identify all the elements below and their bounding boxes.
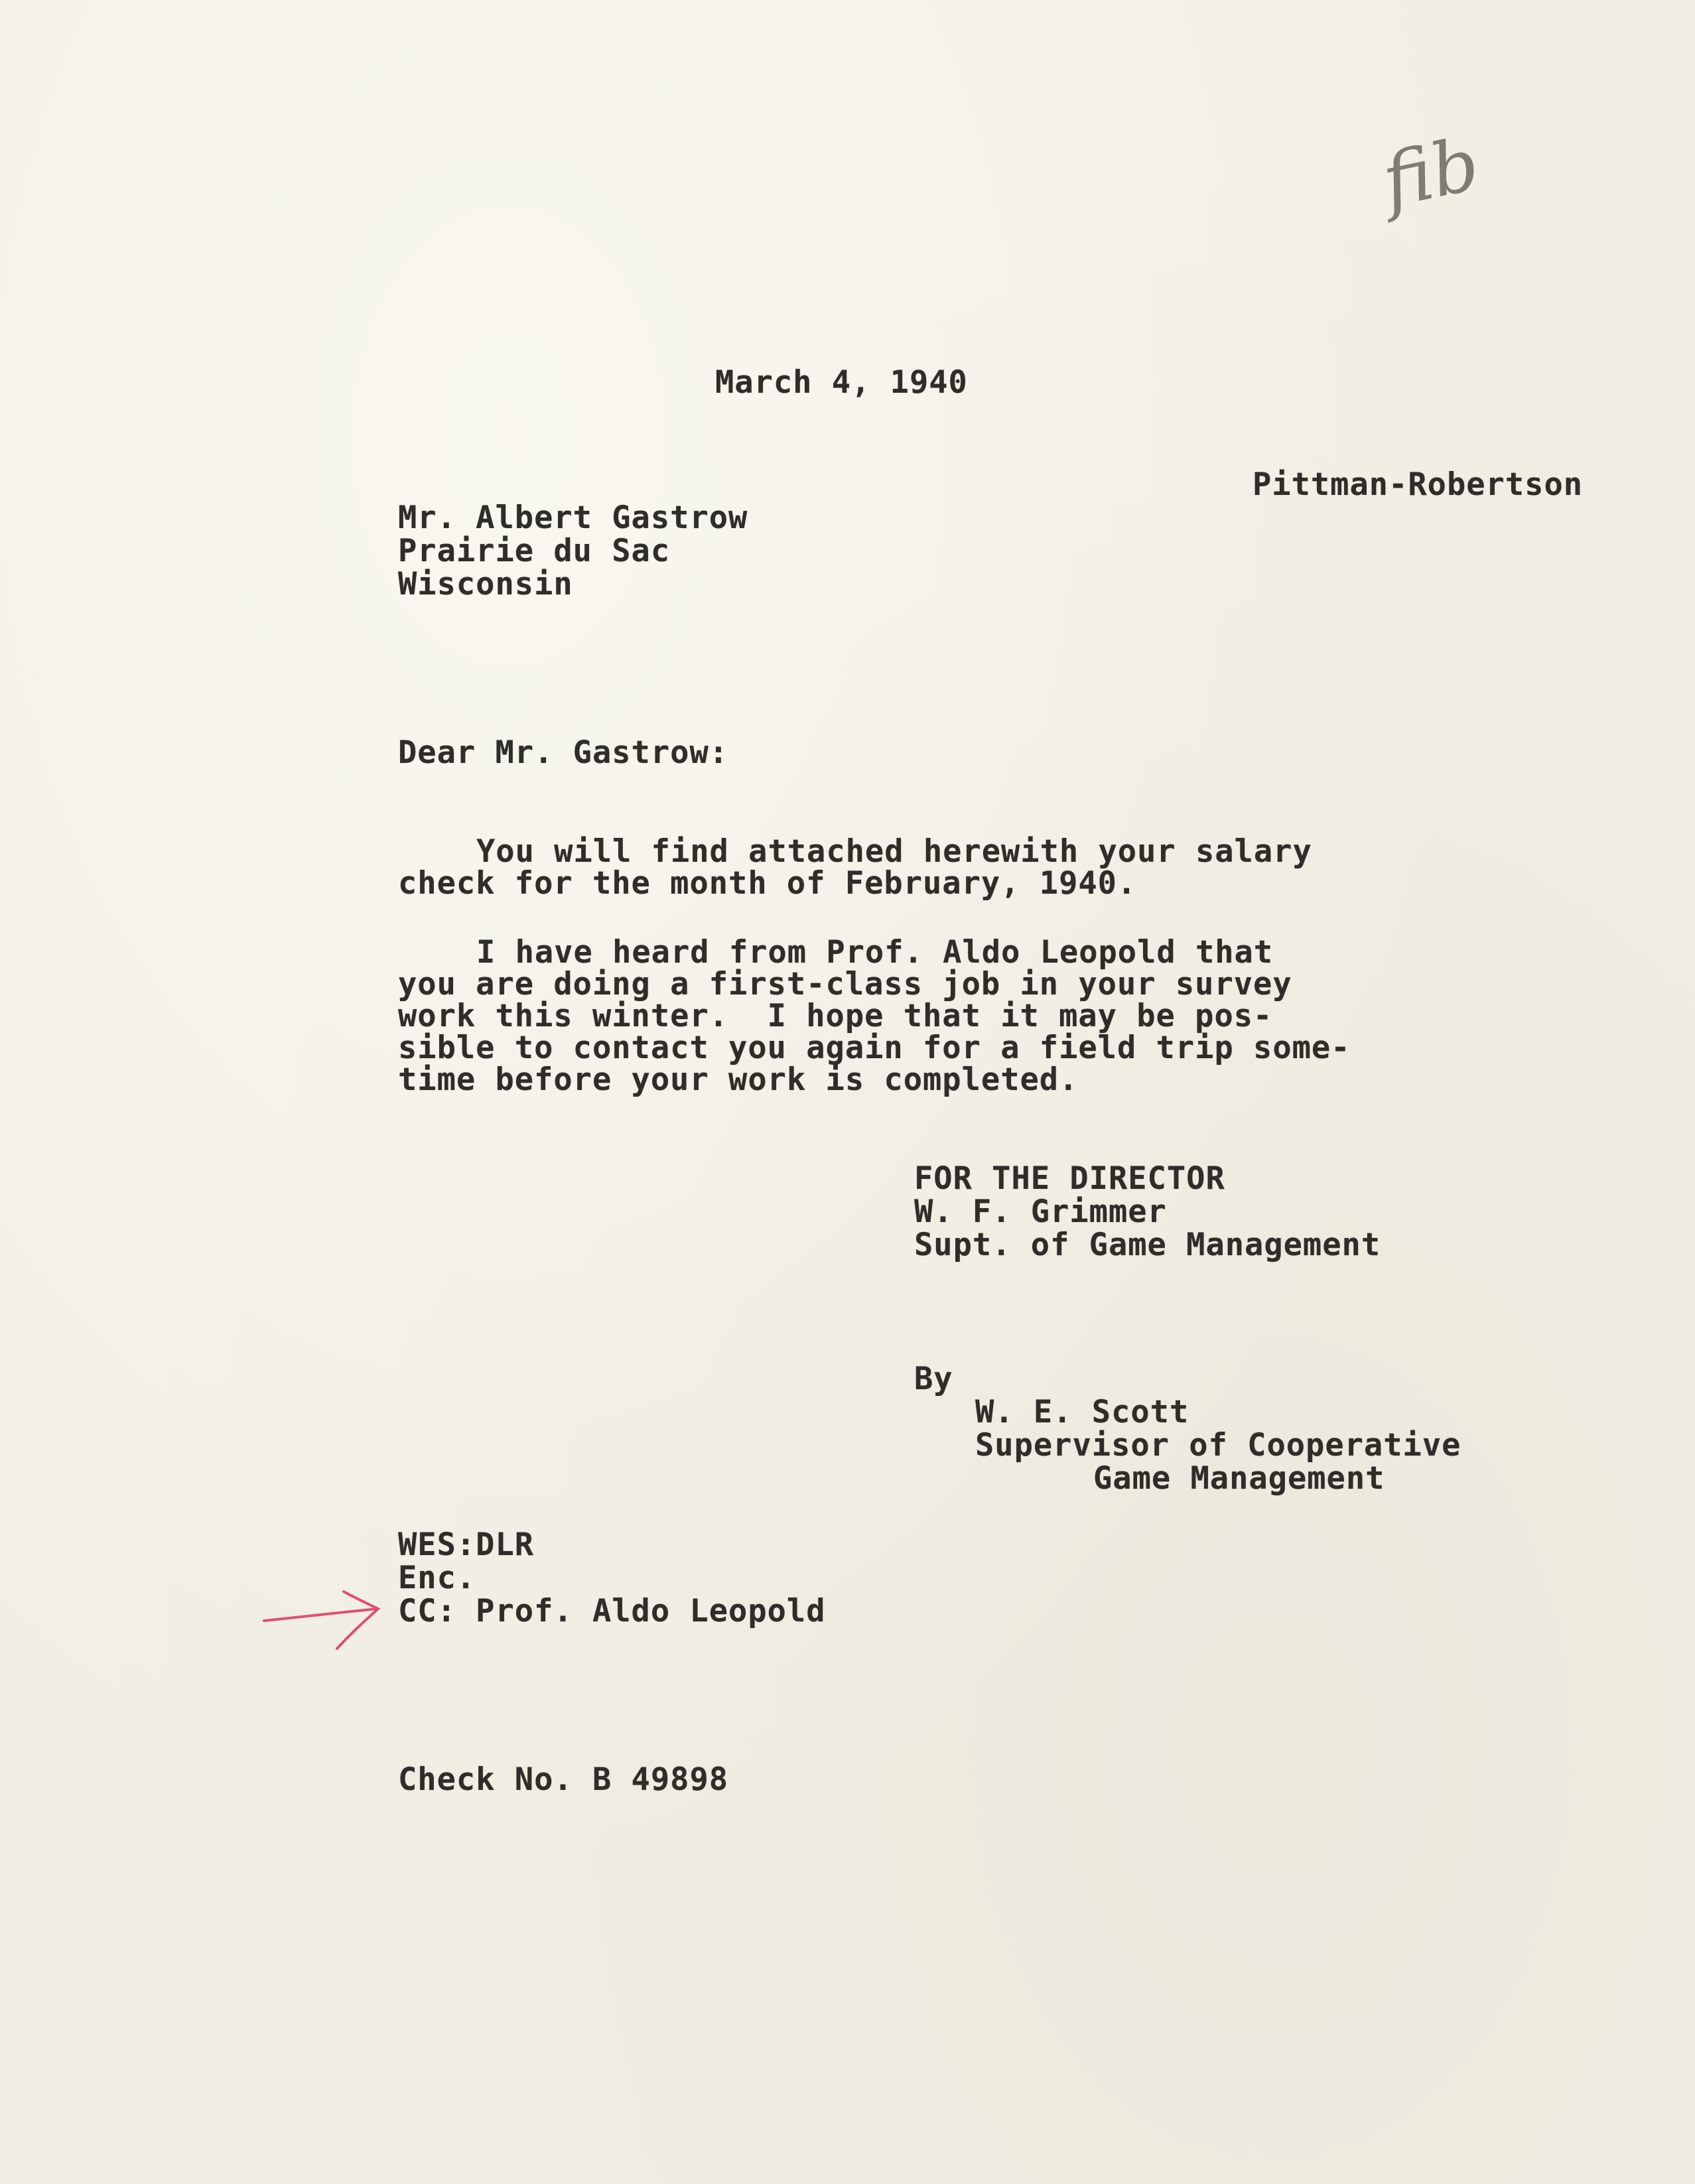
recipient-name: Mr. Albert Gastrow [398,500,748,536]
body-line: I have heard from Prof. Aldo Leopold that [476,934,1274,971]
body-line: check for the month of February, 1940. [398,865,1137,902]
letter-date: March 4, 1940 [715,364,968,401]
red-arrow-icon [259,1582,391,1655]
body-line: time before your work is completed. [398,1061,1079,1098]
body-line: work this winter. I hope that it may be pos- [398,998,1273,1034]
body-paragraph-2 [398,934,1351,1098]
reference-line: Pittman-Robertson [1253,466,1584,503]
check-number: Check No. B 49898 [398,1761,729,1798]
enclosure-note: Enc. [398,1560,476,1596]
body-line: You will find attached herewith your salary [476,833,1312,870]
carbon-copy-line: CC: Prof. Aldo Leopold [398,1593,826,1629]
director-name: W. F. Grimmer [914,1194,1167,1230]
director-title: Supt. of Game Management [914,1227,1381,1263]
by-label: By [914,1361,953,1397]
body-line: you are doing a first-class job in your survey [398,966,1292,1002]
recipient-city: Prairie du Sac [398,533,671,569]
signer-title-1: Supervisor of Cooperative [975,1427,1461,1464]
body-line: sible to contact you again for a field trip some- [398,1030,1351,1066]
for-the-director: FOR THE DIRECTOR [914,1160,1225,1197]
recipient-state: Wisconsin [398,566,573,602]
salutation: Dear Mr. Gastrow: [398,734,729,771]
handwritten-initials: fib [1375,121,1487,224]
reference-initials: WES:DLR [398,1527,535,1563]
signer-title-2: Game Management [1093,1460,1385,1497]
body-paragraph-1 [398,833,1312,902]
signer-name: W. E. Scott [975,1394,1189,1430]
